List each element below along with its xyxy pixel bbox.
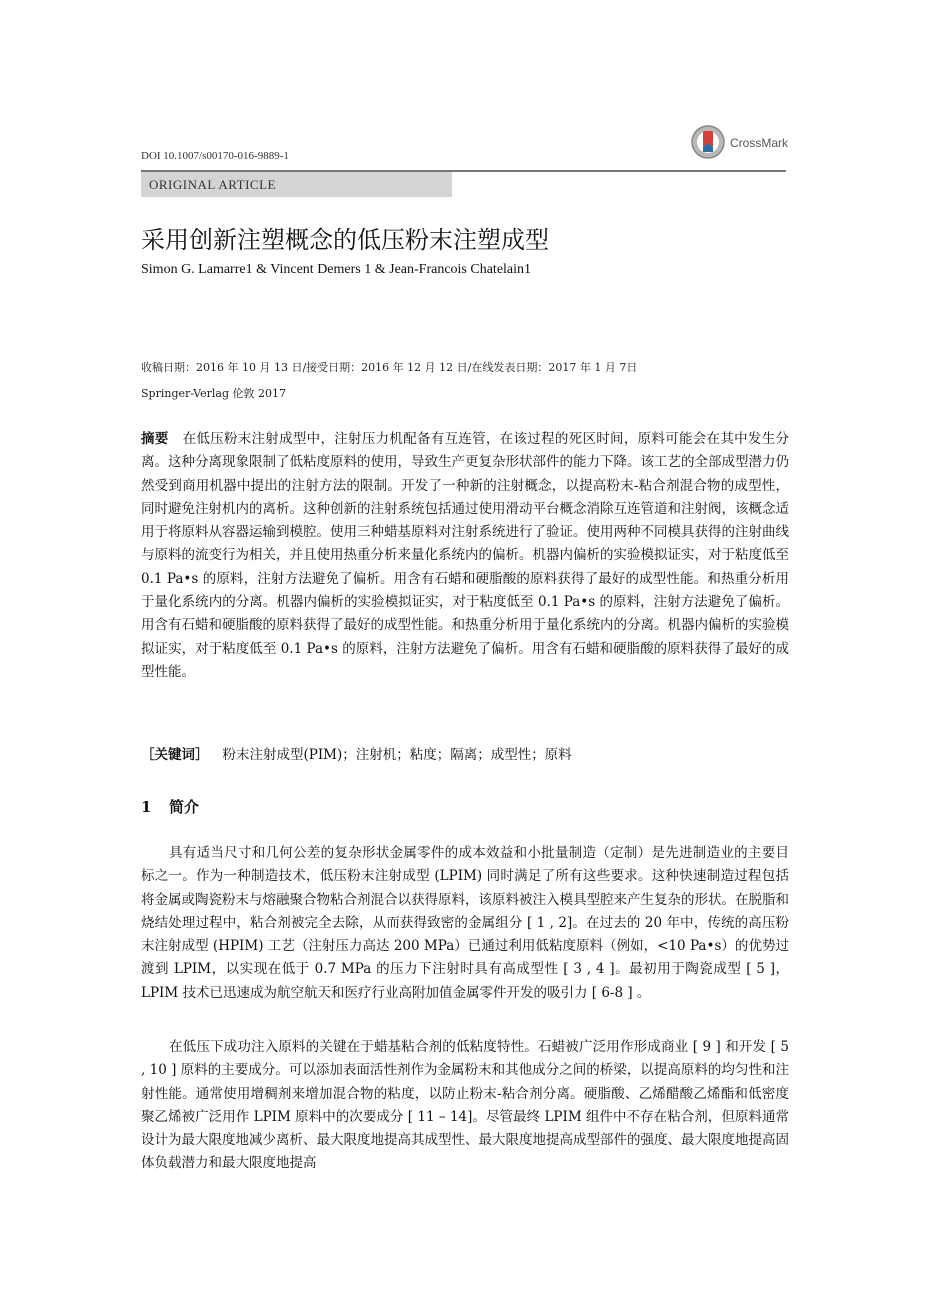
abstract [141,428,789,684]
doi-text: DOI 10.1007/s00170-016-9889-1 [141,150,289,162]
keywords-label: ［关键词］ [141,747,209,763]
publisher-line: Springer-Verlag 伦敦 2017 [141,387,286,400]
author-list: Simon G. Lamarre1 & Vincent Demers 1 & Jean-Francois Chatelain1 [141,262,532,277]
body-paragraph: 在低压下成功注入原料的关键在于蜡基粘合剂的低粘度特性。石蜡被广泛用作形成商业 [ 9 ] 和开发 [ 5 , 10 ] 原料的主要成分。可以添加表面活性剂作为金属粉末和其他成分之间的桥梁，以提高原料的均匀性和注射性能。通常使用增稠剂来增加混合物的粘度，以防止粉末-粘合剂分离。硬脂酸、乙烯醋酸乙烯酯和低密度聚乙烯被广泛用作 LPIM 原料中的次要成分 [ 11 – 14]。尽管最终 LPIM 组件中不存在粘合剂，但原料通常设计为最大限度地减少离析、最大限度地提高其成型性、最大限度地提高成型部件的强度、最大限度地提高固体负载潜力和最大限度地提高 [141,1039,789,1172]
keywords [141,744,789,767]
article-title: 采用创新注塑概念的低压粉末注塑成型 [141,226,549,254]
article-type-banner [141,172,452,197]
article-type-label: ORIGINAL ARTICLE [149,177,276,192]
body-paragraph: 具有适当尺寸和几何公差的复杂形状金属零件的成本效益和小批量制造（定制）是先进制造业的主要目标之一。作为一种制造技术，低压粉末注射成型 (LPIM) 同时满足了所有这些要求。这种快速制造过程包括将金属或陶瓷粉末与熔融聚合物粘合剂混合以获得原料，该原料被注入模具型腔来产生复杂的形状。在脱脂和烧结处理过程中，粘合剂被完全去除，从而获得致密的金属组分 [ 1 , 2]。在过去的 20 年中，传统的高压粉末注射成型 (HPIM) 工艺（注射压力高达 200 MPa）已通过利用低粘度原料（例如，<10 Pa•s）的优势过渡到 LPIM，以实现在低于 0.7 MPa 的压力下注射时具有高成型性 [ 3 , 4 ]。最初用于陶瓷成型 [ 5 ]， LPIM 技术已迅速成为航空航天和医疗行业高附加值金属零件开发的吸引力 [ 6-8 ] 。 [141,845,789,1001]
crossmark-label: CrossMark [730,136,789,150]
section-heading [141,796,199,817]
crossmark-badge[interactable] [690,124,790,164]
abstract-text: 在低压粉末注射成型中，注射压力机配备有互连管，在该过程的死区时间，原料可能会在其中发生分离。这种分离现象限制了低粘度原料的使用，导致生产更复杂形状部件的能力下降。该工艺的全部成型潜力仍然受到商用机器中提出的注射方法的限制。开发了一种新的注射概念，以提高粉末-粘合剂混合物的成型性，同时避免注射机内的离析。这种创新的注射系统包括通过使用滑动平台概念消除互连管道和注射阀，该概念适用于将原料从容器运输到模腔。使用三种蜡基原料对注射系统进行了验证。使用两种不同模具获得的注射曲线与原料的流变行为相关，并且使用热重分析来量化系统内的偏析。机器内偏析的实验模拟证实，对于粘度低至 0.1 Pa•s 的原料，注射方法避免了偏析。用含有石蜡和硬脂酸的原料获得了最好的成型性能。和热重分析用于量化系统内的分离。机器内偏析的实验模拟证实，对于粘度低至 0.1 Pa•s 的原料，注射方法避免了偏析。用含有石蜡和硬脂酸的原料获得了最好的成型性能。和热重分析用于量化系统内的分离。机器内偏析的实验模拟证实，对于粘度低至 0.1 Pa•s 的原料，注射方法避免了偏析。用含有石蜡和硬脂酸的原料获得了最好的成型性能。 [141,431,789,680]
section-number: 1 [141,798,152,816]
abstract-label: 摘要 [141,431,169,447]
article-dates: 收稿日期：2016 年 10 月 13 日/接受日期：2016 年 12 月 12 日/在线发表日期：2017 年 1 月 7日 [141,361,638,374]
crossmark-icon [690,124,726,160]
section-title: 简介 [169,798,200,816]
keywords-text: 粉末注射成型(PIM)；注射机；粘度；隔离；成型性；原料 [222,747,572,763]
